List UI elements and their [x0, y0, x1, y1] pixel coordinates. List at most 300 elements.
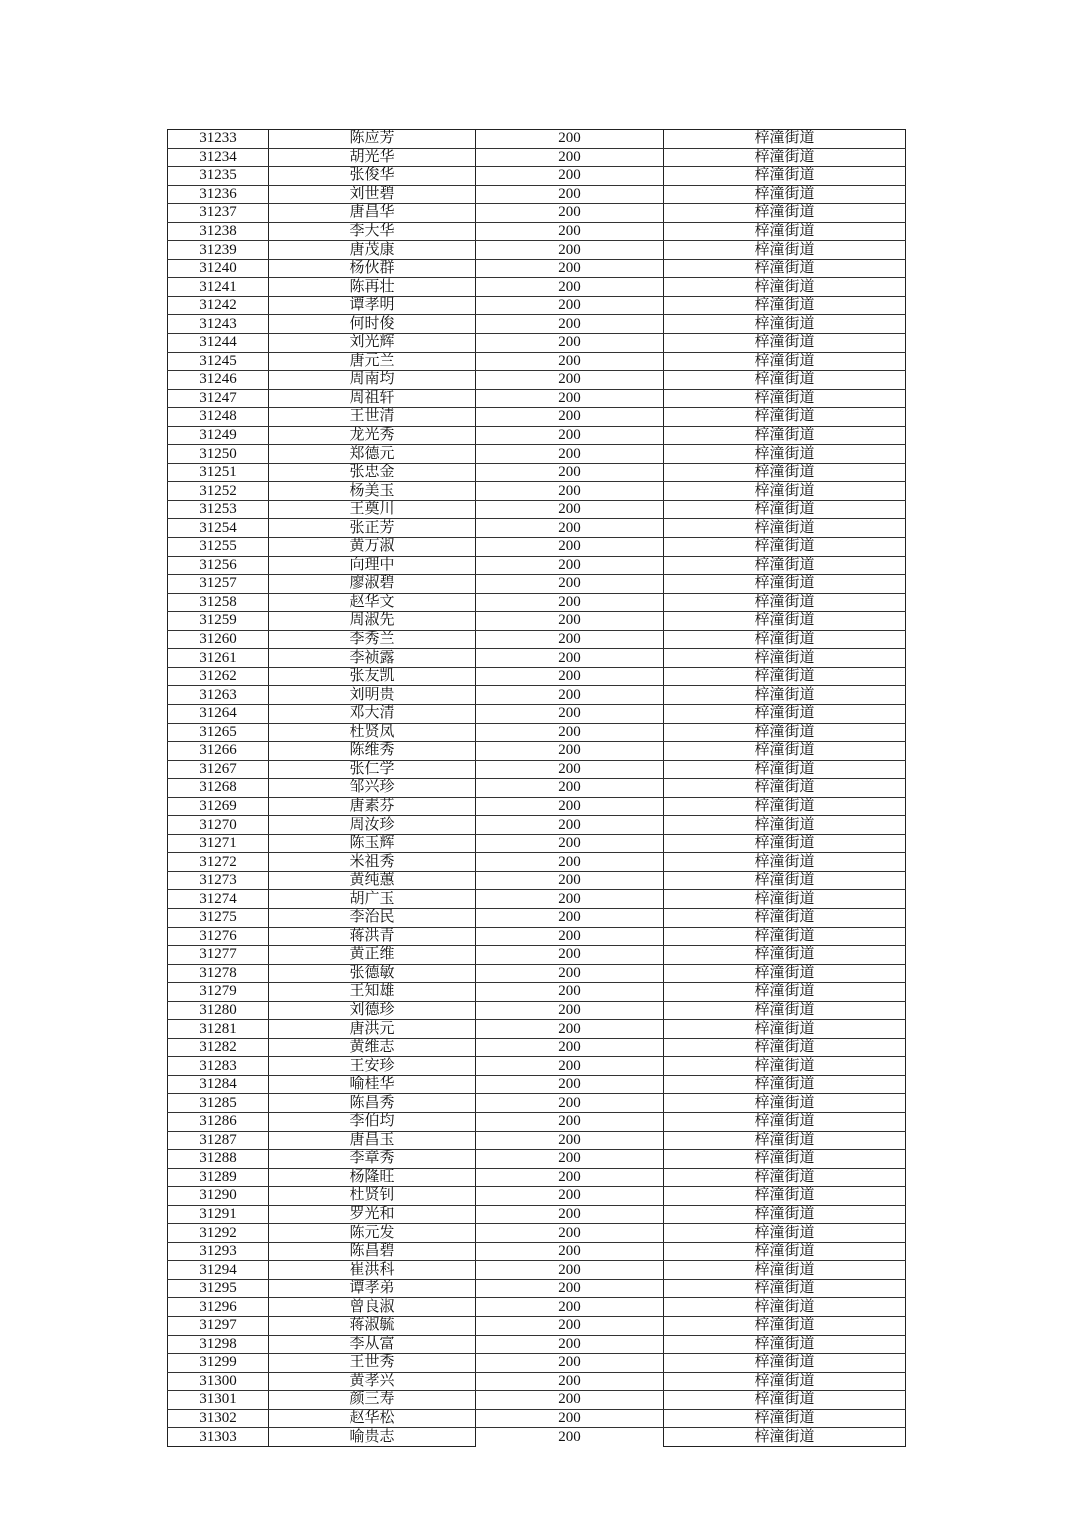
subdistrict-cell: 梓潼街道: [664, 1094, 906, 1113]
name-cell: 唐素芬: [269, 797, 476, 816]
name-cell: 李秀兰: [269, 630, 476, 649]
name-cell: 张忠金: [269, 463, 476, 482]
serial-number-cell: 31290: [168, 1187, 269, 1206]
table-row: [168, 185, 906, 204]
subdistrict-cell: 梓潼街道: [664, 538, 906, 557]
amount-cell: 200: [476, 1317, 664, 1336]
amount-cell: 200: [476, 482, 664, 501]
serial-number-cell: 31270: [168, 816, 269, 835]
serial-number-cell: 31272: [168, 853, 269, 872]
table-row: [168, 408, 906, 427]
subdistrict-cell: 梓潼街道: [664, 241, 906, 260]
name-cell: 王世秀: [269, 1354, 476, 1373]
amount-cell: 200: [476, 704, 664, 723]
table-row: [168, 612, 906, 631]
name-cell: 王知雄: [269, 983, 476, 1002]
amount-cell: 200: [476, 500, 664, 519]
amount-cell: 200: [476, 908, 664, 927]
subdistrict-cell: 梓潼街道: [664, 983, 906, 1002]
serial-number-cell: 31276: [168, 927, 269, 946]
serial-number-cell: 31289: [168, 1168, 269, 1187]
serial-number-cell: 31264: [168, 704, 269, 723]
amount-cell: 200: [476, 946, 664, 965]
table-row: [168, 1094, 906, 1113]
subdistrict-cell: 梓潼街道: [664, 1020, 906, 1039]
subdistrict-cell: 梓潼街道: [664, 1409, 906, 1428]
serial-number-cell: 31271: [168, 834, 269, 853]
table-row: [168, 148, 906, 167]
table-row: [168, 1335, 906, 1354]
serial-number-cell: 31303: [168, 1428, 269, 1447]
subdistrict-cell: 梓潼街道: [664, 871, 906, 890]
amount-cell: 200: [476, 1335, 664, 1354]
subdistrict-cell: 梓潼街道: [664, 834, 906, 853]
name-cell: 李治民: [269, 908, 476, 927]
table-row: [168, 1428, 906, 1447]
name-cell: 王世清: [269, 408, 476, 427]
subdistrict-cell: 梓潼街道: [664, 686, 906, 705]
table-row: [168, 1205, 906, 1224]
subdistrict-cell: 梓潼街道: [664, 779, 906, 798]
serial-number-cell: 31263: [168, 686, 269, 705]
serial-number-cell: 31261: [168, 649, 269, 668]
subdistrict-cell: 梓潼街道: [664, 352, 906, 371]
serial-number-cell: 31246: [168, 371, 269, 390]
amount-cell: 200: [476, 760, 664, 779]
table-row: [168, 649, 906, 668]
subdistrict-cell: 梓潼街道: [664, 408, 906, 427]
table-row: [168, 1391, 906, 1410]
table-row: [168, 1409, 906, 1428]
subdistrict-cell: 梓潼街道: [664, 482, 906, 501]
table-row: [168, 556, 906, 575]
name-cell: 黄正维: [269, 946, 476, 965]
amount-cell: 200: [476, 222, 664, 241]
table-row: [168, 760, 906, 779]
table-row: [168, 1354, 906, 1373]
name-cell: 曾良淑: [269, 1298, 476, 1317]
subdistrict-cell: 梓潼街道: [664, 278, 906, 297]
subdistrict-cell: 梓潼街道: [664, 371, 906, 390]
amount-cell: 200: [476, 556, 664, 575]
serial-number-cell: 31277: [168, 946, 269, 965]
serial-number-cell: 31250: [168, 445, 269, 464]
table-row: [168, 1131, 906, 1150]
amount-cell: 200: [476, 834, 664, 853]
table-row: [168, 1187, 906, 1206]
subdistrict-cell: 梓潼街道: [664, 612, 906, 631]
amount-cell: 200: [476, 723, 664, 742]
serial-number-cell: 31262: [168, 667, 269, 686]
serial-number-cell: 31269: [168, 797, 269, 816]
table-row: [168, 1261, 906, 1280]
table-row: [168, 278, 906, 297]
serial-number-cell: 31233: [168, 130, 269, 149]
subdistrict-cell: 梓潼街道: [664, 1372, 906, 1391]
table-row: [168, 723, 906, 742]
subdistrict-cell: 梓潼街道: [664, 667, 906, 686]
amount-cell: 200: [476, 296, 664, 315]
table-row: [168, 704, 906, 723]
amount-cell: 200: [476, 538, 664, 557]
serial-number-cell: 31255: [168, 538, 269, 557]
amount-cell: 200: [476, 1205, 664, 1224]
table-row: [168, 871, 906, 890]
name-cell: 何时俊: [269, 315, 476, 334]
table-row: [168, 834, 906, 853]
table-row: [168, 1038, 906, 1057]
subdistrict-cell: 梓潼街道: [664, 1168, 906, 1187]
amount-cell: 200: [476, 890, 664, 909]
serial-number-cell: 31249: [168, 426, 269, 445]
amount-cell: 200: [476, 1020, 664, 1039]
table-row: [168, 130, 906, 149]
amount-cell: 200: [476, 927, 664, 946]
name-cell: 杨美玉: [269, 482, 476, 501]
table-row: [168, 983, 906, 1002]
name-cell: 王奠川: [269, 500, 476, 519]
subdistrict-cell: 梓潼街道: [664, 704, 906, 723]
subdistrict-cell: 梓潼街道: [664, 742, 906, 761]
amount-cell: 200: [476, 445, 664, 464]
amount-cell: 200: [476, 1187, 664, 1206]
serial-number-cell: 31285: [168, 1094, 269, 1113]
subdistrict-cell: 梓潼街道: [664, 964, 906, 983]
serial-number-cell: 31259: [168, 612, 269, 631]
subdistrict-cell: 梓潼街道: [664, 222, 906, 241]
subdistrict-cell: 梓潼街道: [664, 649, 906, 668]
table-row: [168, 853, 906, 872]
subdistrict-cell: 梓潼街道: [664, 426, 906, 445]
table-row: [168, 1242, 906, 1261]
serial-number-cell: 31282: [168, 1038, 269, 1057]
amount-cell: 200: [476, 853, 664, 872]
amount-cell: 200: [476, 1242, 664, 1261]
subdistrict-cell: 梓潼街道: [664, 334, 906, 353]
name-cell: 杨隆旺: [269, 1168, 476, 1187]
subdistrict-cell: 梓潼街道: [664, 204, 906, 223]
serial-number-cell: 31240: [168, 259, 269, 278]
subdistrict-cell: 梓潼街道: [664, 148, 906, 167]
amount-cell: 200: [476, 241, 664, 260]
amount-cell: 200: [476, 130, 664, 149]
amount-cell: 200: [476, 871, 664, 890]
table-body: [168, 130, 906, 1447]
name-cell: 唐洪元: [269, 1020, 476, 1039]
name-cell: 李大华: [269, 222, 476, 241]
table-row: [168, 946, 906, 965]
name-cell: 李章秀: [269, 1150, 476, 1169]
serial-number-cell: 31266: [168, 742, 269, 761]
subdistrict-cell: 梓潼街道: [664, 816, 906, 835]
name-cell: 陈维秀: [269, 742, 476, 761]
serial-number-cell: 31258: [168, 593, 269, 612]
name-cell: 唐昌华: [269, 204, 476, 223]
table-row: [168, 1279, 906, 1298]
subdistrict-cell: 梓潼街道: [664, 797, 906, 816]
name-cell: 黄纯蕙: [269, 871, 476, 890]
serial-number-cell: 31257: [168, 575, 269, 594]
table-row: [168, 686, 906, 705]
name-cell: 李从富: [269, 1335, 476, 1354]
name-cell: 陈元发: [269, 1224, 476, 1243]
table-row: [168, 667, 906, 686]
name-cell: 李祯露: [269, 649, 476, 668]
subdistrict-cell: 梓潼街道: [664, 630, 906, 649]
table-row: [168, 1298, 906, 1317]
serial-number-cell: 31300: [168, 1372, 269, 1391]
subdistrict-cell: 梓潼街道: [664, 575, 906, 594]
table-row: [168, 1224, 906, 1243]
table-row: [168, 538, 906, 557]
serial-number-cell: 31284: [168, 1075, 269, 1094]
subdistrict-cell: 梓潼街道: [664, 1057, 906, 1076]
table-row: [168, 519, 906, 538]
subsidy-recipient-table: [167, 129, 906, 1447]
subdistrict-cell: 梓潼街道: [664, 556, 906, 575]
name-cell: 龙光秀: [269, 426, 476, 445]
subdistrict-cell: 梓潼街道: [664, 167, 906, 186]
name-cell: 谭孝弟: [269, 1279, 476, 1298]
serial-number-cell: 31267: [168, 760, 269, 779]
amount-cell: 200: [476, 1298, 664, 1317]
table-row: [168, 259, 906, 278]
serial-number-cell: 31260: [168, 630, 269, 649]
name-cell: 陈玉辉: [269, 834, 476, 853]
name-cell: 邹兴珍: [269, 779, 476, 798]
serial-number-cell: 31301: [168, 1391, 269, 1410]
serial-number-cell: 31237: [168, 204, 269, 223]
subdistrict-cell: 梓潼街道: [664, 593, 906, 612]
amount-cell: 200: [476, 1261, 664, 1280]
serial-number-cell: 31244: [168, 334, 269, 353]
serial-number-cell: 31292: [168, 1224, 269, 1243]
table-row: [168, 371, 906, 390]
amount-cell: 200: [476, 315, 664, 334]
amount-cell: 200: [476, 426, 664, 445]
name-cell: 陈再壮: [269, 278, 476, 297]
amount-cell: 200: [476, 983, 664, 1002]
serial-number-cell: 31241: [168, 278, 269, 297]
amount-cell: 200: [476, 797, 664, 816]
amount-cell: 200: [476, 1150, 664, 1169]
serial-number-cell: 31234: [168, 148, 269, 167]
table-row: [168, 575, 906, 594]
serial-number-cell: 31287: [168, 1131, 269, 1150]
subdistrict-cell: 梓潼街道: [664, 1224, 906, 1243]
amount-cell: 200: [476, 371, 664, 390]
amount-cell: 200: [476, 964, 664, 983]
table-row: [168, 1020, 906, 1039]
serial-number-cell: 31288: [168, 1150, 269, 1169]
name-cell: 刘明贵: [269, 686, 476, 705]
name-cell: 黄孝兴: [269, 1372, 476, 1391]
serial-number-cell: 31294: [168, 1261, 269, 1280]
name-cell: 谭孝明: [269, 296, 476, 315]
table-row: [168, 352, 906, 371]
subdistrict-cell: 梓潼街道: [664, 259, 906, 278]
table-row: [168, 334, 906, 353]
subdistrict-cell: 梓潼街道: [664, 723, 906, 742]
amount-cell: 200: [476, 686, 664, 705]
subdistrict-cell: 梓潼街道: [664, 1354, 906, 1373]
amount-cell: 200: [476, 185, 664, 204]
amount-cell: 200: [476, 1075, 664, 1094]
subdistrict-cell: 梓潼街道: [664, 1038, 906, 1057]
amount-cell: 200: [476, 352, 664, 371]
table-row: [168, 816, 906, 835]
name-cell: 郑德元: [269, 445, 476, 464]
subdistrict-cell: 梓潼街道: [664, 908, 906, 927]
amount-cell: 200: [476, 334, 664, 353]
amount-cell: 200: [476, 612, 664, 631]
name-cell: 赵华文: [269, 593, 476, 612]
name-cell: 胡光华: [269, 148, 476, 167]
amount-cell: 200: [476, 1409, 664, 1428]
name-cell: 喻桂华: [269, 1075, 476, 1094]
subdistrict-cell: 梓潼街道: [664, 1317, 906, 1336]
name-cell: 米祖秀: [269, 853, 476, 872]
subdistrict-cell: 梓潼街道: [664, 1391, 906, 1410]
subdistrict-cell: 梓潼街道: [664, 185, 906, 204]
table-row: [168, 1001, 906, 1020]
amount-cell: 200: [476, 1372, 664, 1391]
table-row: [168, 204, 906, 223]
table-row: [168, 389, 906, 408]
serial-number-cell: 31279: [168, 983, 269, 1002]
name-cell: 杜贤凤: [269, 723, 476, 742]
name-cell: 唐元兰: [269, 352, 476, 371]
serial-number-cell: 31248: [168, 408, 269, 427]
amount-cell: 200: [558, 1428, 581, 1445]
serial-number-cell: 31293: [168, 1242, 269, 1261]
name-cell: 胡广玉: [269, 890, 476, 909]
name-cell: 蒋洪青: [269, 927, 476, 946]
amount-cell: 200: [476, 1168, 664, 1187]
subdistrict-cell: 梓潼街道: [664, 1335, 906, 1354]
subdistrict-cell: 梓潼街道: [664, 946, 906, 965]
table-row: [168, 222, 906, 241]
name-cell: 邓大清: [269, 704, 476, 723]
name-cell: 杜贤钊: [269, 1187, 476, 1206]
amount-cell: 200: [476, 1354, 664, 1373]
table-row: [168, 1168, 906, 1187]
subdistrict-cell: 梓潼街道: [664, 1112, 906, 1131]
serial-number-cell: 31243: [168, 315, 269, 334]
name-cell: 陈昌秀: [269, 1094, 476, 1113]
table-row: [168, 593, 906, 612]
subdistrict-cell: 梓潼街道: [664, 927, 906, 946]
amount-cell: 200: [476, 1112, 664, 1131]
name-cell: 向理中: [269, 556, 476, 575]
table-row: [168, 630, 906, 649]
name-cell: 唐昌玉: [269, 1131, 476, 1150]
table-row: [168, 779, 906, 798]
amount-cell: 200: [476, 1391, 664, 1410]
subdistrict-cell: 梓潼街道: [664, 1131, 906, 1150]
name-cell: 张俊华: [269, 167, 476, 186]
name-cell: 喻贵志: [269, 1428, 476, 1447]
name-cell: 罗光和: [269, 1205, 476, 1224]
serial-number-cell: 31268: [168, 779, 269, 798]
name-cell: 陈应芳: [269, 130, 476, 149]
serial-number-cell: 31283: [168, 1057, 269, 1076]
subdistrict-cell: 梓潼街道: [664, 500, 906, 519]
name-cell: 廖淑碧: [269, 575, 476, 594]
table-row: [168, 964, 906, 983]
table-row: [168, 167, 906, 186]
serial-number-cell: 31286: [168, 1112, 269, 1131]
subdistrict-cell: 梓潼街道: [664, 315, 906, 334]
table-row: [168, 890, 906, 909]
subdistrict-cell: 梓潼街道: [664, 890, 906, 909]
table-row: [168, 463, 906, 482]
amount-cell: 200: [476, 204, 664, 223]
serial-number-cell: 31235: [168, 167, 269, 186]
serial-number-cell: 31251: [168, 463, 269, 482]
serial-number-cell: 31253: [168, 500, 269, 519]
amount-cell: 200: [476, 408, 664, 427]
serial-number-cell: 31239: [168, 241, 269, 260]
table-row: [168, 445, 906, 464]
subdistrict-cell: 梓潼街道: [664, 853, 906, 872]
subdistrict-cell: 梓潼街道: [664, 1261, 906, 1280]
name-cell: 蒋淑毓: [269, 1317, 476, 1336]
table-row: [168, 927, 906, 946]
name-cell: 李伯均: [269, 1112, 476, 1131]
serial-number-cell: 31252: [168, 482, 269, 501]
serial-number-cell: 31295: [168, 1279, 269, 1298]
amount-cell: 200: [476, 148, 664, 167]
amount-cell: 200: [476, 1094, 664, 1113]
subdistrict-cell: 梓潼街道: [664, 1205, 906, 1224]
name-cell: 王安珍: [269, 1057, 476, 1076]
amount-cell: 200: [476, 1131, 664, 1150]
subdistrict-cell: 梓潼街道: [664, 519, 906, 538]
name-cell: 黄维志: [269, 1038, 476, 1057]
table-row: [168, 1317, 906, 1336]
amount-cell: 200: [476, 1038, 664, 1057]
serial-number-cell: 31265: [168, 723, 269, 742]
amount-cell: 200: [476, 1057, 664, 1076]
table-row: [168, 1057, 906, 1076]
subdistrict-cell: 梓潼街道: [664, 1187, 906, 1206]
table-row: [168, 500, 906, 519]
subdistrict-cell: 梓潼街道: [664, 1001, 906, 1020]
table-row: [168, 1372, 906, 1391]
amount-cell: 200: [476, 649, 664, 668]
amount-cell: 200: [476, 779, 664, 798]
subdistrict-cell: 梓潼街道: [664, 296, 906, 315]
amount-cell: 200: [476, 667, 664, 686]
amount-cell: 200: [476, 593, 664, 612]
serial-number-cell: 31275: [168, 908, 269, 927]
serial-number-cell: 31297: [168, 1317, 269, 1336]
amount-cell: 200: [476, 1224, 664, 1243]
name-cell: 刘光辉: [269, 334, 476, 353]
table-row: [168, 797, 906, 816]
table-row: [168, 482, 906, 501]
name-cell: 陈昌碧: [269, 1242, 476, 1261]
name-cell: 黄万淑: [269, 538, 476, 557]
serial-number-cell: 31245: [168, 352, 269, 371]
serial-number-cell: 31273: [168, 871, 269, 890]
table-row: [168, 908, 906, 927]
name-cell: 张德敏: [269, 964, 476, 983]
table-row: [168, 1112, 906, 1131]
table-row: [168, 1150, 906, 1169]
table-row: [168, 296, 906, 315]
